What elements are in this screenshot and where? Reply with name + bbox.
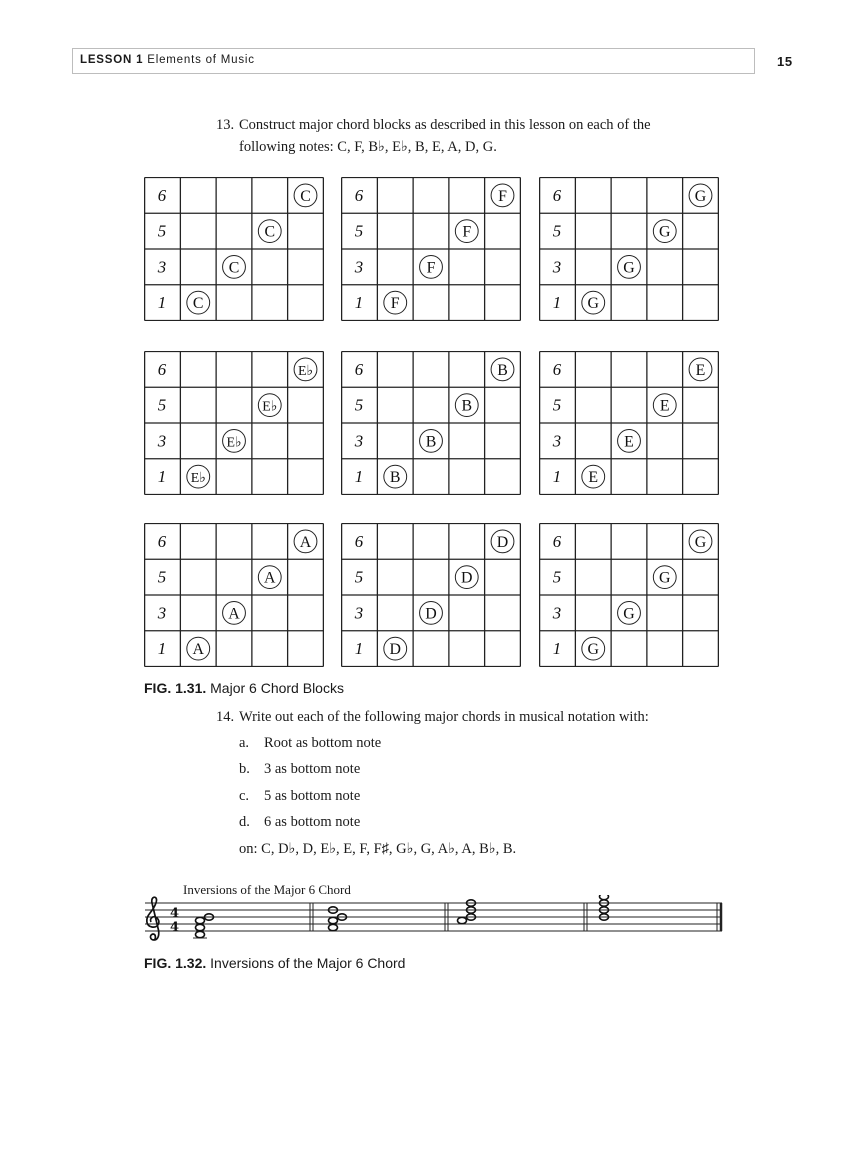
row-label: 6 bbox=[157, 185, 167, 205]
note-label: F bbox=[426, 259, 436, 277]
note-label: G bbox=[623, 259, 635, 277]
chord-block-grid bbox=[144, 351, 324, 495]
row-label: 6 bbox=[354, 359, 364, 379]
row-label: 1 bbox=[552, 293, 562, 313]
row-label: 3 bbox=[354, 257, 364, 277]
row-label: 3 bbox=[157, 603, 167, 623]
note-label: A bbox=[192, 641, 204, 659]
figure-1-32-label: FIG. 1.32. bbox=[144, 955, 207, 971]
note-label: C bbox=[300, 187, 311, 205]
chord-block-grid bbox=[144, 523, 324, 667]
exercise-14-text: Write out each of the following major chords in musical notation with: bbox=[239, 709, 649, 725]
row-label: 1 bbox=[354, 293, 364, 313]
row-label: 5 bbox=[157, 395, 167, 415]
chord-block-grid bbox=[539, 177, 719, 321]
row-label: 6 bbox=[157, 359, 167, 379]
row-label: 1 bbox=[552, 467, 562, 487]
note-label: D bbox=[461, 569, 473, 587]
exercise-13-line-2: following notes: C, F, B♭, E♭, B, E, A, D, G. bbox=[239, 139, 497, 155]
note-label: G bbox=[587, 295, 599, 313]
note-label: F bbox=[462, 223, 472, 241]
row-label: 6 bbox=[354, 531, 364, 551]
note-label: E♭ bbox=[262, 399, 278, 415]
chord-block-grid bbox=[539, 351, 719, 495]
treble-clef-icon bbox=[147, 897, 159, 940]
note-label: E♭ bbox=[297, 363, 314, 379]
note-label: E bbox=[695, 361, 706, 379]
note-label: G bbox=[694, 187, 707, 205]
row-label: 5 bbox=[354, 567, 364, 587]
row-label: 5 bbox=[552, 221, 562, 241]
row-label: 1 bbox=[354, 467, 364, 487]
row-label: 5 bbox=[354, 221, 364, 241]
chord-block-grid bbox=[341, 523, 521, 667]
row-label: 3 bbox=[552, 431, 562, 451]
page-number: 15 bbox=[777, 54, 793, 69]
note-label: E bbox=[624, 433, 634, 451]
row-label: 5 bbox=[552, 567, 562, 587]
note-label: B bbox=[461, 397, 473, 415]
note-label: E bbox=[588, 469, 599, 487]
chord-block-grid bbox=[539, 523, 719, 667]
row-label: 1 bbox=[552, 639, 562, 659]
note-label: B bbox=[389, 469, 401, 487]
note-label: D bbox=[389, 641, 401, 659]
note-label: C bbox=[228, 259, 240, 277]
row-label: 3 bbox=[552, 257, 562, 277]
note-label: D bbox=[425, 605, 437, 623]
note-label: G bbox=[623, 605, 635, 623]
list-item-letter: c. bbox=[239, 788, 250, 804]
row-label: 3 bbox=[354, 431, 364, 451]
row-label: 6 bbox=[157, 531, 167, 551]
note-label: A bbox=[264, 569, 276, 587]
row-label: 6 bbox=[552, 359, 562, 379]
note-label: C bbox=[192, 295, 204, 313]
row-label: 5 bbox=[552, 395, 562, 415]
chord-third-inversion bbox=[600, 895, 609, 920]
lesson-label: LESSON 1 bbox=[80, 54, 144, 66]
row-label: 3 bbox=[552, 603, 562, 623]
note-label: F bbox=[390, 295, 400, 313]
exercise-13-line-1: Construct major chord blocks as described in this lesson on each of the bbox=[239, 117, 651, 133]
chord-block-grid bbox=[341, 351, 521, 495]
list-item-text: Root as bottom note bbox=[264, 735, 382, 751]
row-label: 5 bbox=[354, 395, 364, 415]
row-label: 6 bbox=[552, 531, 562, 551]
list-item-text: 6 as bottom note bbox=[264, 814, 361, 830]
note-label: G bbox=[587, 641, 599, 659]
row-label: 1 bbox=[157, 639, 167, 659]
note-label: A bbox=[228, 605, 240, 623]
figure-1-31-title: Major 6 Chord Blocks bbox=[210, 680, 344, 696]
exercise-14-number: 14. bbox=[216, 709, 235, 725]
list-item-text: 3 as bottom note bbox=[264, 761, 361, 777]
note-label: E bbox=[659, 397, 670, 415]
time-signature-bottom: 4 bbox=[170, 920, 180, 935]
exercise-13-number: 13. bbox=[216, 117, 235, 133]
row-label: 6 bbox=[552, 185, 562, 205]
staff-title: Inversions of the Major 6 Chord bbox=[183, 882, 351, 897]
note-label: E♭ bbox=[226, 435, 242, 451]
chord-block-grid bbox=[144, 177, 324, 321]
list-item-letter: a. bbox=[239, 735, 250, 751]
running-header-lesson bbox=[80, 54, 255, 66]
note-label: E♭ bbox=[190, 471, 206, 487]
row-label: 5 bbox=[157, 567, 167, 587]
row-label: 1 bbox=[157, 293, 167, 313]
list-item-letter: d. bbox=[239, 814, 250, 830]
row-label: 6 bbox=[354, 185, 364, 205]
row-label: 3 bbox=[354, 603, 364, 623]
note-label: B bbox=[425, 433, 437, 451]
row-label: 1 bbox=[157, 467, 167, 487]
note-label: G bbox=[659, 569, 671, 587]
note-label: F bbox=[498, 187, 507, 205]
note-label: B bbox=[497, 361, 508, 379]
chord-block-grid bbox=[341, 177, 521, 321]
note-label: A bbox=[299, 533, 312, 551]
note-label: G bbox=[659, 223, 671, 241]
row-label: 3 bbox=[157, 257, 167, 277]
row-label: 5 bbox=[157, 221, 167, 241]
lesson-title: Elements of Music bbox=[147, 54, 255, 66]
music-staff bbox=[140, 895, 730, 945]
list-item-text: 5 as bottom note bbox=[264, 788, 361, 804]
note-label: D bbox=[496, 533, 509, 551]
row-label: 1 bbox=[354, 639, 364, 659]
note-label: C bbox=[264, 223, 276, 241]
time-signature-top: 4 bbox=[170, 906, 180, 921]
row-label: 3 bbox=[157, 431, 167, 451]
chord-list-line: on: C, D♭, D, E♭, E, F, F♯, G♭, G, A♭, A, B♭, B. bbox=[239, 841, 517, 857]
list-item-letter: b. bbox=[239, 761, 250, 777]
figure-1-31-label: FIG. 1.31. bbox=[144, 680, 207, 696]
figure-1-32-title: Inversions of the Major 6 Chord bbox=[210, 955, 406, 971]
figure-1-31-caption bbox=[144, 680, 344, 696]
note-label: G bbox=[694, 533, 707, 551]
figure-1-32-caption bbox=[144, 955, 405, 971]
